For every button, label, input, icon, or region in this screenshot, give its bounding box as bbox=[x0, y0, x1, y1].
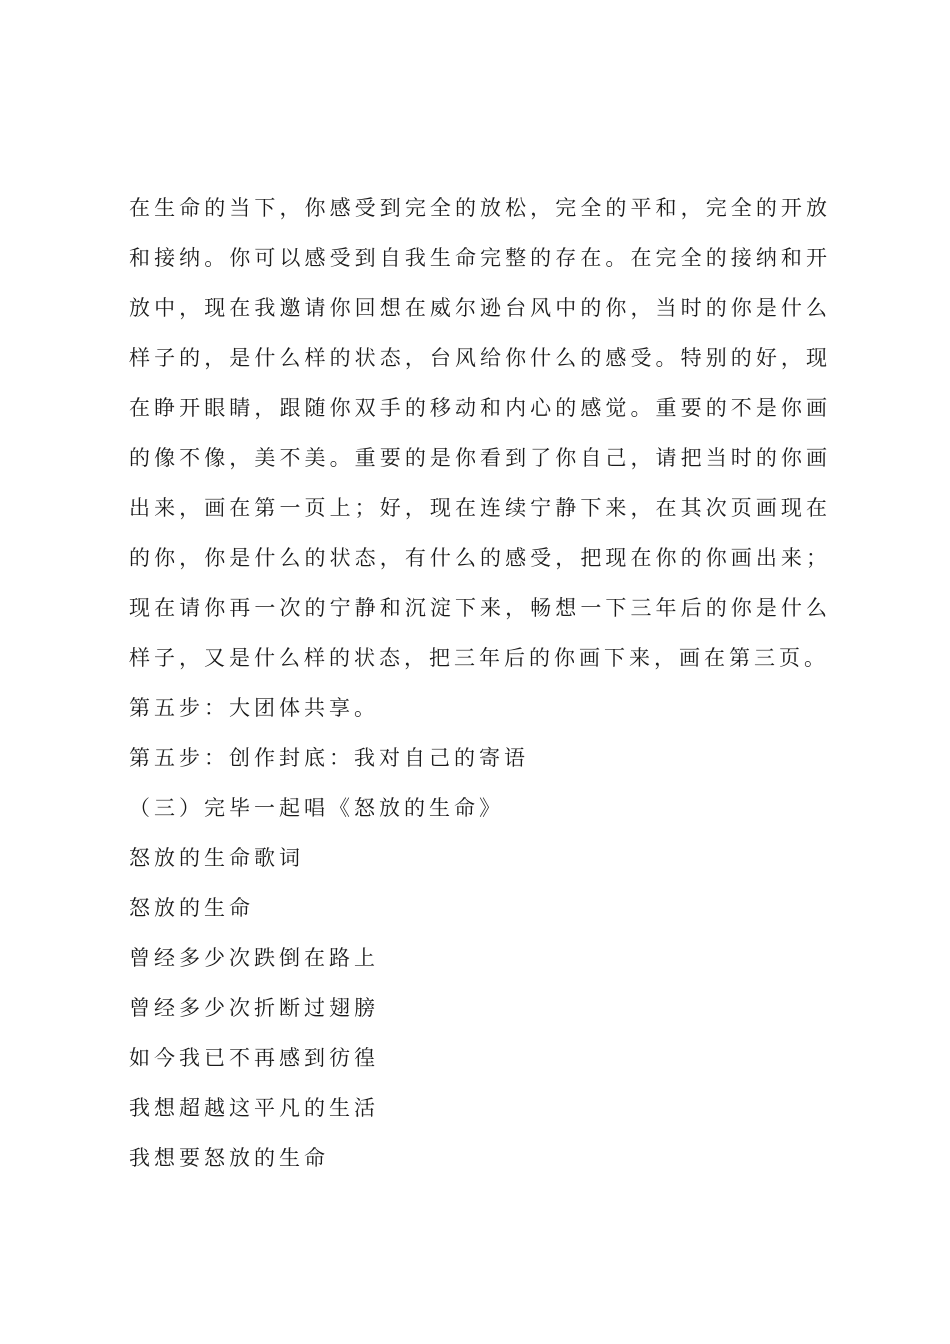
section-three-heading: （三）完毕一起唱《怒放的生命》 bbox=[129, 796, 504, 820]
lyric-line: 曾经多少次跌倒在路上 bbox=[129, 946, 379, 970]
body-paragraph: 在生命的当下，你感受到完全的放松，完全的平和，完全的开放和接纳。你可以感受到自我生命完整的存在。在完全的接纳和开放中，现在我邀请你回想在威尔逊台风中的你，当时的你是什么样子的，是什么样的状态，台风给你什么的感受。特别的好，现在睁开眼睛，跟随你双手的移动和内心的感觉。重要的不是你画的像不像，美不美。重要的是你看到了你自己，请把当时的你画出来，画在第一页上；好，现在连续宁静下来，在其次页画现在的你，你是什么的状态，有什么的感受，把现在你的你画出来；现在请你再一次的宁静和沉淀下来，畅想一下三年后的你是什么样子，又是什么样的状态，把三年后的你画下来，画在第三页。 bbox=[129, 196, 831, 670]
lyric-line: 如今我已不再感到彷徨 bbox=[129, 1046, 379, 1070]
lyrics-title: 怒放的生命歌词 bbox=[129, 846, 304, 870]
document-page bbox=[129, 183, 831, 1183]
song-name: 怒放的生命 bbox=[129, 896, 254, 920]
step-five-cover: 第五步：创作封底：我对自己的寄语 bbox=[129, 746, 529, 770]
lyric-line: 我想要怒放的生命 bbox=[129, 1146, 329, 1170]
step-five-share: 第五步：大团体共享。 bbox=[129, 696, 379, 720]
lyric-line: 我想超越这平凡的生活 bbox=[129, 1096, 379, 1120]
lyric-line: 曾经多少次折断过翅膀 bbox=[129, 996, 379, 1020]
